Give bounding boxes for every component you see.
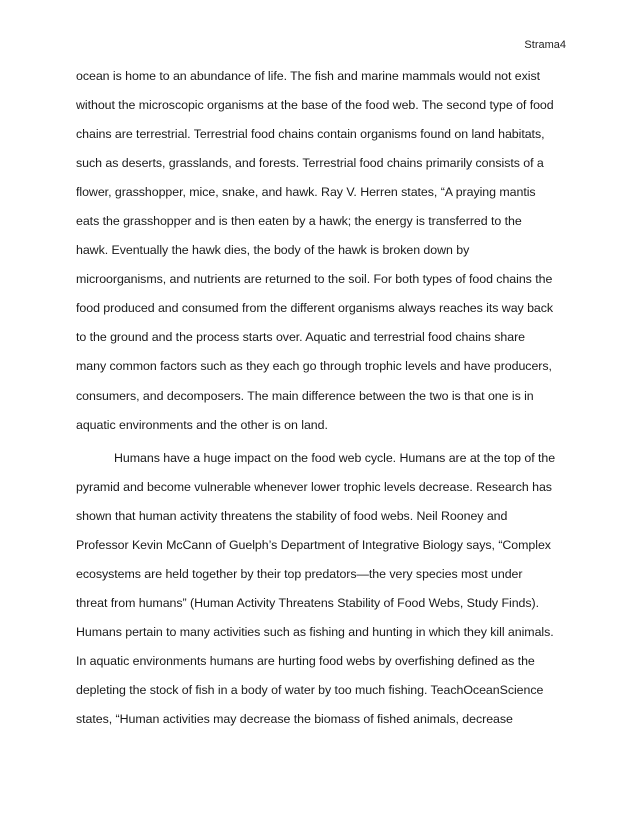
text-line: Professor Kevin McCann of Guelph’s Department of Integrative Biology says, “Complex (76, 537, 551, 552)
text-line-indented: Humans have a huge impact on the food web cycle. Humans are at the top of the (114, 450, 556, 465)
text-line: many common factors such as they each go through trophic levels and have producers, (76, 359, 552, 374)
running-head: Strama4 (524, 39, 566, 51)
text-line: consumers, and decomposers. The main difference between the two is that one is in (76, 388, 534, 403)
text-line: food produced and consumed from the different organisms always reaches its way back (76, 301, 554, 316)
paragraph-1 (76, 62, 576, 440)
text-line: to the ground and the process starts over. Aquatic and terrestrial food chains share (76, 330, 526, 345)
text-line: threat from humans” (Human Activity Threatens Stability of Food Webs, Study Finds). (76, 595, 539, 610)
text-line: microorganisms, and nutrients are returned to the soil. For both types of food chains the (76, 272, 553, 287)
text-line: ocean is home to an abundance of life. The fish and marine mammals would not exist (76, 69, 541, 83)
text-line: In aquatic environments humans are hurting food webs by overfishing defined as the (76, 653, 535, 668)
text-line: shown that human activity threatens the stability of food webs. Neil Rooney and (76, 508, 508, 523)
text-line: chains are terrestrial. Terrestrial food chains contain organisms found on land habitats, (76, 127, 545, 142)
text-line: aquatic environments and the other is on land. (76, 417, 328, 432)
text-line: eats the grasshopper and is then eaten by a hawk; the energy is transferred to the (76, 214, 522, 229)
text-line: hawk. Eventually the hawk dies, the body of the hawk is broken down by (76, 243, 470, 258)
text-line: Humans pertain to many activities such as fishing and hunting in which they kill animals. (76, 624, 554, 639)
text-line: pyramid and become vulnerable whenever lower trophic levels decrease. Research has (76, 479, 552, 494)
text-line: depleting the stock of fish in a body of water by too much fishing. TeachOceanScience (76, 682, 544, 697)
text-line: states, “Human activities may decrease the biomass of fished animals, decrease (76, 712, 513, 727)
paragraph-2 (76, 444, 576, 734)
document-body (76, 62, 576, 734)
text-line: flower, grasshopper, mice, snake, and hawk. Ray V. Herren states, “A praying mantis (76, 185, 536, 200)
text-line: such as deserts, grasslands, and forests. Terrestrial food chains primarily consists of a (76, 156, 544, 171)
text-line: without the microscopic organisms at the base of the food web. The second type of food (76, 98, 554, 113)
text-line: ecosystems are held together by their top predators—the very species most under (76, 566, 523, 581)
